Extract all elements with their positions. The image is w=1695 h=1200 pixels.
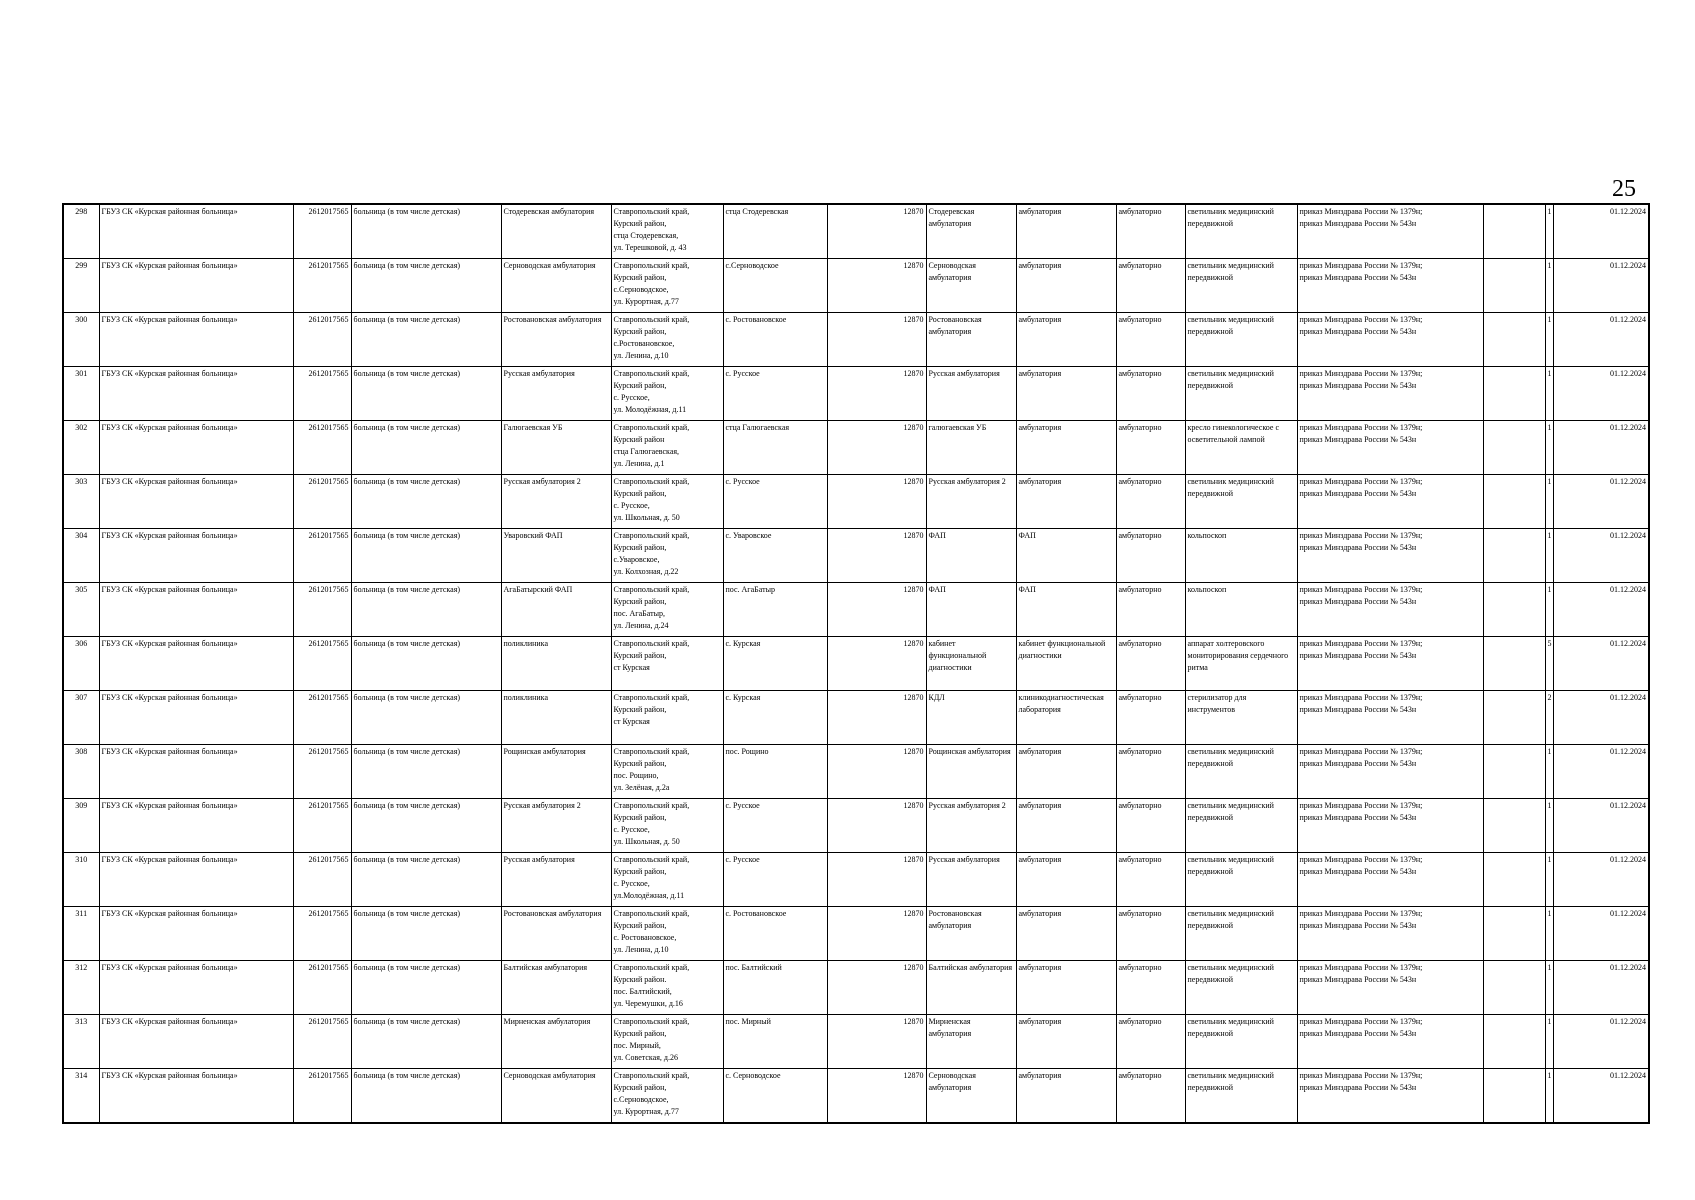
care-condition-cell: амбулаторно (1116, 529, 1185, 583)
inn-code-cell: 2612017565 (293, 475, 351, 529)
care-profile-cell: амбулатория (1016, 1015, 1116, 1069)
row-number-cell: 304 (63, 529, 99, 583)
blank-cell-cell (1483, 583, 1545, 637)
organization-name-cell: ГБУЗ СК «Курская районная больница» (99, 529, 293, 583)
subdivision-cell: Русская амбулатория (926, 853, 1016, 907)
blank-cell-cell (1483, 1069, 1545, 1124)
subdivision-cell: Серноводская амбулатория (926, 259, 1016, 313)
row-number-cell: 302 (63, 421, 99, 475)
blank-cell-cell (1483, 853, 1545, 907)
facility-type-cell: больница (в том числе детская) (351, 204, 501, 259)
row-number-cell: 310 (63, 853, 99, 907)
structural-unit-cell: Серноводская амбулатория (501, 259, 611, 313)
address-cell: Ставропольский край, Курский район, ст Курская (611, 637, 723, 691)
table-row (63, 204, 1649, 259)
row-number-cell: 307 (63, 691, 99, 745)
organization-name-cell: ГБУЗ СК «Курская районная больница» (99, 583, 293, 637)
table-row (63, 1069, 1649, 1124)
region-code-cell: 12870 (827, 583, 926, 637)
page-number: 25 (1612, 176, 1636, 202)
address-cell: Ставропольский край, Курский район, ст Курская (611, 691, 723, 745)
table-row (63, 1015, 1649, 1069)
delivery-date-cell: 01.12.2024 (1553, 204, 1649, 259)
row-number-cell: 314 (63, 1069, 99, 1124)
equipment-name-cell: светильник медицинский передвижной (1185, 1069, 1297, 1124)
regulatory-order-cell: приказ Минздрава России № 1379н; приказ Минздрава России № 543н (1297, 421, 1483, 475)
equipment-name-cell: светильник медицинский передвижной (1185, 907, 1297, 961)
care-profile-cell: амбулатория (1016, 259, 1116, 313)
care-condition-cell: амбулаторно (1116, 475, 1185, 529)
facility-type-cell: больница (в том числе детская) (351, 475, 501, 529)
regulatory-order-cell: приказ Минздрава России № 1379н; приказ Минздрава России № 543н (1297, 1015, 1483, 1069)
row-number-cell: 306 (63, 637, 99, 691)
facility-type-cell: больница (в том числе детская) (351, 1069, 501, 1124)
row-number-cell: 298 (63, 204, 99, 259)
quantity-cell: 1 (1545, 799, 1553, 853)
region-code-cell: 12870 (827, 799, 926, 853)
region-code-cell: 12870 (827, 475, 926, 529)
blank-cell-cell (1483, 745, 1545, 799)
delivery-date-cell: 01.12.2024 (1553, 475, 1649, 529)
facility-type-cell: больница (в том числе детская) (351, 961, 501, 1015)
care-profile-cell: амбулатория (1016, 475, 1116, 529)
equipment-name-cell: кресло гинекологическое с осветительной лампой (1185, 421, 1297, 475)
locality-cell: пос. Балтийский (723, 961, 827, 1015)
subdivision-cell: Стодеревская амбулатория (926, 204, 1016, 259)
row-number-cell: 300 (63, 313, 99, 367)
address-cell: Ставропольский край, Курский район, с. Русское, ул. Молодёжная, д.11 (611, 367, 723, 421)
inn-code-cell: 2612017565 (293, 583, 351, 637)
inn-code-cell: 2612017565 (293, 1069, 351, 1124)
delivery-date-cell: 01.12.2024 (1553, 367, 1649, 421)
table-row (63, 853, 1649, 907)
structural-unit-cell: Серноводская амбулатория (501, 1069, 611, 1124)
care-condition-cell: амбулаторно (1116, 1015, 1185, 1069)
blank-cell-cell (1483, 907, 1545, 961)
structural-unit-cell: Русская амбулатория (501, 853, 611, 907)
delivery-date-cell: 01.12.2024 (1553, 1015, 1649, 1069)
care-condition-cell: амбулаторно (1116, 799, 1185, 853)
equipment-name-cell: светильник медицинский передвижной (1185, 367, 1297, 421)
blank-cell-cell (1483, 961, 1545, 1015)
structural-unit-cell: АгаБатырский ФАП (501, 583, 611, 637)
subdivision-cell: КДЛ (926, 691, 1016, 745)
quantity-cell: 1 (1545, 204, 1553, 259)
region-code-cell: 12870 (827, 853, 926, 907)
locality-cell: с. Курская (723, 637, 827, 691)
blank-cell-cell (1483, 259, 1545, 313)
structural-unit-cell: поликлиника (501, 691, 611, 745)
care-profile-cell: ФАП (1016, 529, 1116, 583)
delivery-date-cell: 01.12.2024 (1553, 583, 1649, 637)
subdivision-cell: ФАП (926, 529, 1016, 583)
locality-cell: с.Серноводское (723, 259, 827, 313)
facility-type-cell: больница (в том числе детская) (351, 313, 501, 367)
structural-unit-cell: Русская амбулатория 2 (501, 799, 611, 853)
table-row (63, 799, 1649, 853)
quantity-cell: 1 (1545, 529, 1553, 583)
equipment-name-cell: светильник медицинский передвижной (1185, 853, 1297, 907)
regulatory-order-cell: приказ Минздрава России № 1379н; приказ Минздрава России № 543н (1297, 529, 1483, 583)
equipment-register-table (62, 203, 1650, 1124)
address-cell: Ставропольский край, Курский район, с. Русское, ул. Школьная, д. 50 (611, 475, 723, 529)
regulatory-order-cell: приказ Минздрава России № 1379н; приказ Минздрава России № 543н (1297, 583, 1483, 637)
blank-cell-cell (1483, 475, 1545, 529)
structural-unit-cell: Балтийская амбулатория (501, 961, 611, 1015)
equipment-name-cell: аппарат холтеровского мониторирования сердечного ритма (1185, 637, 1297, 691)
care-condition-cell: амбулаторно (1116, 313, 1185, 367)
facility-type-cell: больница (в том числе детская) (351, 907, 501, 961)
table-row (63, 475, 1649, 529)
organization-name-cell: ГБУЗ СК «Курская районная больница» (99, 259, 293, 313)
care-profile-cell: амбулатория (1016, 907, 1116, 961)
locality-cell: пос. Рощино (723, 745, 827, 799)
care-condition-cell: амбулаторно (1116, 367, 1185, 421)
locality-cell: стца Галюгаевская (723, 421, 827, 475)
regulatory-order-cell: приказ Минздрава России № 1379н; приказ Минздрава России № 543н (1297, 799, 1483, 853)
structural-unit-cell: Рощинская амбулатория (501, 745, 611, 799)
row-number-cell: 312 (63, 961, 99, 1015)
table-row (63, 367, 1649, 421)
organization-name-cell: ГБУЗ СК «Курская районная больница» (99, 204, 293, 259)
table-row (63, 421, 1649, 475)
quantity-cell: 1 (1545, 313, 1553, 367)
subdivision-cell: Рощинская амбулатория (926, 745, 1016, 799)
row-number-cell: 299 (63, 259, 99, 313)
address-cell: Ставропольский край, Курский район, пос. Рощино, ул. Зелёная, д.2а (611, 745, 723, 799)
table-row (63, 961, 1649, 1015)
regulatory-order-cell: приказ Минздрава России № 1379н; приказ Минздрава России № 543н (1297, 1069, 1483, 1124)
subdivision-cell: Русская амбулатория 2 (926, 799, 1016, 853)
region-code-cell: 12870 (827, 367, 926, 421)
facility-type-cell: больница (в том числе детская) (351, 745, 501, 799)
structural-unit-cell: Ростовановская амбулатория (501, 313, 611, 367)
care-profile-cell: клиникодиагностическая лаборатория (1016, 691, 1116, 745)
equipment-name-cell: кольпоскоп (1185, 583, 1297, 637)
facility-type-cell: больница (в том числе детская) (351, 367, 501, 421)
care-profile-cell: амбулатория (1016, 799, 1116, 853)
delivery-date-cell: 01.12.2024 (1553, 853, 1649, 907)
care-profile-cell: ФАП (1016, 583, 1116, 637)
locality-cell: с. Русское (723, 799, 827, 853)
locality-cell: с. Русское (723, 475, 827, 529)
region-code-cell: 12870 (827, 529, 926, 583)
facility-type-cell: больница (в том числе детская) (351, 637, 501, 691)
structural-unit-cell: Галюгаевская УБ (501, 421, 611, 475)
subdivision-cell: Ростовановская амбулатория (926, 313, 1016, 367)
region-code-cell: 12870 (827, 691, 926, 745)
organization-name-cell: ГБУЗ СК «Курская районная больница» (99, 367, 293, 421)
address-cell: Ставропольский край, Курский район, с.Ростовановское, ул. Ленина, д.10 (611, 313, 723, 367)
care-profile-cell: амбулатория (1016, 745, 1116, 799)
blank-cell-cell (1483, 421, 1545, 475)
organization-name-cell: ГБУЗ СК «Курская районная больница» (99, 1015, 293, 1069)
blank-cell-cell (1483, 367, 1545, 421)
regulatory-order-cell: приказ Минздрава России № 1379н; приказ Минздрава России № 543н (1297, 204, 1483, 259)
table-row (63, 907, 1649, 961)
address-cell: Ставропольский край, Курский район, с.Серноводское, ул. Курортная, д.77 (611, 259, 723, 313)
organization-name-cell: ГБУЗ СК «Курская районная больница» (99, 961, 293, 1015)
structural-unit-cell: Русская амбулатория (501, 367, 611, 421)
quantity-cell: 1 (1545, 961, 1553, 1015)
subdivision-cell: Русская амбулатория 2 (926, 475, 1016, 529)
blank-cell-cell (1483, 529, 1545, 583)
quantity-cell: 1 (1545, 745, 1553, 799)
regulatory-order-cell: приказ Минздрава России № 1379н; приказ Минздрава России № 543н (1297, 475, 1483, 529)
table-row (63, 313, 1649, 367)
care-profile-cell: кабинет функциональной диагностики (1016, 637, 1116, 691)
address-cell: Ставропольский край, Курский район, пос. Мирный, ул. Советская, д.26 (611, 1015, 723, 1069)
subdivision-cell: Русская амбулатория (926, 367, 1016, 421)
delivery-date-cell: 01.12.2024 (1553, 1069, 1649, 1124)
blank-cell-cell (1483, 799, 1545, 853)
care-profile-cell: амбулатория (1016, 961, 1116, 1015)
quantity-cell: 1 (1545, 853, 1553, 907)
table-row (63, 691, 1649, 745)
care-condition-cell: амбулаторно (1116, 907, 1185, 961)
region-code-cell: 12870 (827, 961, 926, 1015)
region-code-cell: 12870 (827, 204, 926, 259)
regulatory-order-cell: приказ Минздрава России № 1379н; приказ Минздрава России № 543н (1297, 907, 1483, 961)
organization-name-cell: ГБУЗ СК «Курская районная больница» (99, 691, 293, 745)
table-row (63, 745, 1649, 799)
organization-name-cell: ГБУЗ СК «Курская районная больница» (99, 799, 293, 853)
regulatory-order-cell: приказ Минздрава России № 1379н; приказ Минздрава России № 543н (1297, 367, 1483, 421)
subdivision-cell: Ростовановская амбулатория (926, 907, 1016, 961)
regulatory-order-cell: приказ Минздрава России № 1379н; приказ Минздрава России № 543н (1297, 961, 1483, 1015)
facility-type-cell: больница (в том числе детская) (351, 853, 501, 907)
region-code-cell: 12870 (827, 637, 926, 691)
quantity-cell: 1 (1545, 1069, 1553, 1124)
row-number-cell: 309 (63, 799, 99, 853)
regulatory-order-cell: приказ Минздрава России № 1379н; приказ Минздрава России № 543н (1297, 637, 1483, 691)
address-cell: Ставропольский край, Курский район, с. Русское, ул.Молодёжная, д.11 (611, 853, 723, 907)
care-condition-cell: амбулаторно (1116, 421, 1185, 475)
care-condition-cell: амбулаторно (1116, 691, 1185, 745)
care-condition-cell: амбулаторно (1116, 583, 1185, 637)
facility-type-cell: больница (в том числе детская) (351, 529, 501, 583)
structural-unit-cell: Ростовановская амбулатория (501, 907, 611, 961)
locality-cell: стца Стодеревская (723, 204, 827, 259)
quantity-cell: 1 (1545, 1015, 1553, 1069)
inn-code-cell: 2612017565 (293, 907, 351, 961)
inn-code-cell: 2612017565 (293, 799, 351, 853)
equipment-name-cell: стерилизатор для инструментов (1185, 691, 1297, 745)
inn-code-cell: 2612017565 (293, 529, 351, 583)
care-condition-cell: амбулаторно (1116, 259, 1185, 313)
address-cell: Ставропольский край, Курский район стца Галюгаевская, ул. Ленина, д.1 (611, 421, 723, 475)
address-cell: Ставропольский край, Курский район, с.Серноводское, ул. Курортная, д.77 (611, 1069, 723, 1124)
delivery-date-cell: 01.12.2024 (1553, 637, 1649, 691)
region-code-cell: 12870 (827, 421, 926, 475)
region-code-cell: 12870 (827, 1069, 926, 1124)
delivery-date-cell: 01.12.2024 (1553, 961, 1649, 1015)
subdivision-cell: ФАП (926, 583, 1016, 637)
inn-code-cell: 2612017565 (293, 421, 351, 475)
care-profile-cell: амбулатория (1016, 421, 1116, 475)
quantity-cell: 1 (1545, 259, 1553, 313)
equipment-name-cell: светильник медицинский передвижной (1185, 799, 1297, 853)
regulatory-order-cell: приказ Минздрава России № 1379н; приказ Минздрава России № 543н (1297, 313, 1483, 367)
inn-code-cell: 2612017565 (293, 204, 351, 259)
care-profile-cell: амбулатория (1016, 204, 1116, 259)
delivery-date-cell: 01.12.2024 (1553, 313, 1649, 367)
table-row (63, 583, 1649, 637)
equipment-name-cell: светильник медицинский передвижной (1185, 313, 1297, 367)
organization-name-cell: ГБУЗ СК «Курская районная больница» (99, 637, 293, 691)
inn-code-cell: 2612017565 (293, 367, 351, 421)
inn-code-cell: 2612017565 (293, 259, 351, 313)
delivery-date-cell: 01.12.2024 (1553, 745, 1649, 799)
subdivision-cell: галюгаевская УБ (926, 421, 1016, 475)
row-number-cell: 305 (63, 583, 99, 637)
quantity-cell: 5 (1545, 637, 1553, 691)
address-cell: Ставропольский край, Курский район, с. Ростовановское, ул. Ленина, д.10 (611, 907, 723, 961)
locality-cell: с. Ростовановское (723, 907, 827, 961)
facility-type-cell: больница (в том числе детская) (351, 691, 501, 745)
care-profile-cell: амбулатория (1016, 313, 1116, 367)
locality-cell: с. Курская (723, 691, 827, 745)
facility-type-cell: больница (в том числе детская) (351, 421, 501, 475)
equipment-name-cell: светильник медицинский передвижной (1185, 475, 1297, 529)
delivery-date-cell: 01.12.2024 (1553, 799, 1649, 853)
region-code-cell: 12870 (827, 1015, 926, 1069)
address-cell: Ставропольский край, Курский район, с.Уваровское, ул. Колхозная, д.22 (611, 529, 723, 583)
subdivision-cell: Мирненская амбулатория (926, 1015, 1016, 1069)
facility-type-cell: больница (в том числе детская) (351, 259, 501, 313)
structural-unit-cell: поликлиника (501, 637, 611, 691)
organization-name-cell: ГБУЗ СК «Курская районная больница» (99, 313, 293, 367)
address-cell: Ставропольский край, Курский район. пос. Балтийский, ул. Черемушки, д.16 (611, 961, 723, 1015)
care-condition-cell: амбулаторно (1116, 853, 1185, 907)
inn-code-cell: 2612017565 (293, 1015, 351, 1069)
organization-name-cell: ГБУЗ СК «Курская районная больница» (99, 853, 293, 907)
blank-cell-cell (1483, 691, 1545, 745)
inn-code-cell: 2612017565 (293, 961, 351, 1015)
care-condition-cell: амбулаторно (1116, 637, 1185, 691)
equipment-name-cell: светильник медицинский передвижной (1185, 1015, 1297, 1069)
equipment-name-cell: светильник медицинский передвижной (1185, 961, 1297, 1015)
locality-cell: с. Серноводское (723, 1069, 827, 1124)
care-condition-cell: амбулаторно (1116, 1069, 1185, 1124)
structural-unit-cell: Мирненская амбулатория (501, 1015, 611, 1069)
inn-code-cell: 2612017565 (293, 853, 351, 907)
subdivision-cell: Балтийская амбулатория (926, 961, 1016, 1015)
structural-unit-cell: Уваровский ФАП (501, 529, 611, 583)
facility-type-cell: больница (в том числе детская) (351, 583, 501, 637)
structural-unit-cell: Стодеревская амбулатория (501, 204, 611, 259)
facility-type-cell: больница (в том числе детская) (351, 1015, 501, 1069)
address-cell: Ставропольский край, Курский район, стца Стодеревская, ул. Терешковой, д. 43 (611, 204, 723, 259)
care-condition-cell: амбулаторно (1116, 961, 1185, 1015)
regulatory-order-cell: приказ Минздрава России № 1379н; приказ Минздрава России № 543н (1297, 259, 1483, 313)
row-number-cell: 313 (63, 1015, 99, 1069)
address-cell: Ставропольский край, Курский район, пос. АгаБатыр, ул. Ленина, д.24 (611, 583, 723, 637)
organization-name-cell: ГБУЗ СК «Курская районная больница» (99, 907, 293, 961)
blank-cell-cell (1483, 637, 1545, 691)
regulatory-order-cell: приказ Минздрава России № 1379н; приказ Минздрава России № 543н (1297, 691, 1483, 745)
care-condition-cell: амбулаторно (1116, 204, 1185, 259)
care-profile-cell: амбулатория (1016, 367, 1116, 421)
region-code-cell: 12870 (827, 313, 926, 367)
equipment-name-cell: светильник медицинский передвижной (1185, 745, 1297, 799)
regulatory-order-cell: приказ Минздрава России № 1379н; приказ Минздрава России № 543н (1297, 853, 1483, 907)
row-number-cell: 308 (63, 745, 99, 799)
organization-name-cell: ГБУЗ СК «Курская районная больница» (99, 1069, 293, 1124)
locality-cell: с. Русское (723, 367, 827, 421)
facility-type-cell: больница (в том числе детская) (351, 799, 501, 853)
locality-cell: с. Русское (723, 853, 827, 907)
equipment-name-cell: кольпоскоп (1185, 529, 1297, 583)
blank-cell-cell (1483, 1015, 1545, 1069)
quantity-cell: 1 (1545, 367, 1553, 421)
delivery-date-cell: 01.12.2024 (1553, 259, 1649, 313)
table-body (63, 204, 1649, 1123)
region-code-cell: 12870 (827, 745, 926, 799)
region-code-cell: 12870 (827, 907, 926, 961)
delivery-date-cell: 01.12.2024 (1553, 691, 1649, 745)
quantity-cell: 1 (1545, 907, 1553, 961)
inn-code-cell: 2612017565 (293, 691, 351, 745)
organization-name-cell: ГБУЗ СК «Курская районная больница» (99, 745, 293, 799)
care-condition-cell: амбулаторно (1116, 745, 1185, 799)
locality-cell: пос. Мирный (723, 1015, 827, 1069)
region-code-cell: 12870 (827, 259, 926, 313)
subdivision-cell: кабинет функциональной диагностики (926, 637, 1016, 691)
table-row (63, 259, 1649, 313)
structural-unit-cell: Русская амбулатория 2 (501, 475, 611, 529)
locality-cell: пос. АгаБатыр (723, 583, 827, 637)
care-profile-cell: амбулатория (1016, 853, 1116, 907)
locality-cell: с. Ростовановское (723, 313, 827, 367)
row-number-cell: 301 (63, 367, 99, 421)
regulatory-order-cell: приказ Минздрава России № 1379н; приказ Минздрава России № 543н (1297, 745, 1483, 799)
equipment-name-cell: светильник медицинский передвижной (1185, 204, 1297, 259)
organization-name-cell: ГБУЗ СК «Курская районная больница» (99, 475, 293, 529)
subdivision-cell: Серноводская амбулатория (926, 1069, 1016, 1124)
quantity-cell: 2 (1545, 691, 1553, 745)
blank-cell-cell (1483, 313, 1545, 367)
delivery-date-cell: 01.12.2024 (1553, 907, 1649, 961)
table-row (63, 529, 1649, 583)
delivery-date-cell: 01.12.2024 (1553, 421, 1649, 475)
equipment-name-cell: светильник медицинский передвижной (1185, 259, 1297, 313)
inn-code-cell: 2612017565 (293, 637, 351, 691)
row-number-cell: 303 (63, 475, 99, 529)
organization-name-cell: ГБУЗ СК «Курская районная больница» (99, 421, 293, 475)
table-row (63, 637, 1649, 691)
quantity-cell: 1 (1545, 475, 1553, 529)
quantity-cell: 1 (1545, 421, 1553, 475)
address-cell: Ставропольский край, Курский район, с. Русское, ул. Школьная, д. 50 (611, 799, 723, 853)
care-profile-cell: амбулатория (1016, 1069, 1116, 1124)
row-number-cell: 311 (63, 907, 99, 961)
delivery-date-cell: 01.12.2024 (1553, 529, 1649, 583)
inn-code-cell: 2612017565 (293, 745, 351, 799)
blank-cell-cell (1483, 204, 1545, 259)
quantity-cell: 1 (1545, 583, 1553, 637)
inn-code-cell: 2612017565 (293, 313, 351, 367)
locality-cell: с. Уваровское (723, 529, 827, 583)
